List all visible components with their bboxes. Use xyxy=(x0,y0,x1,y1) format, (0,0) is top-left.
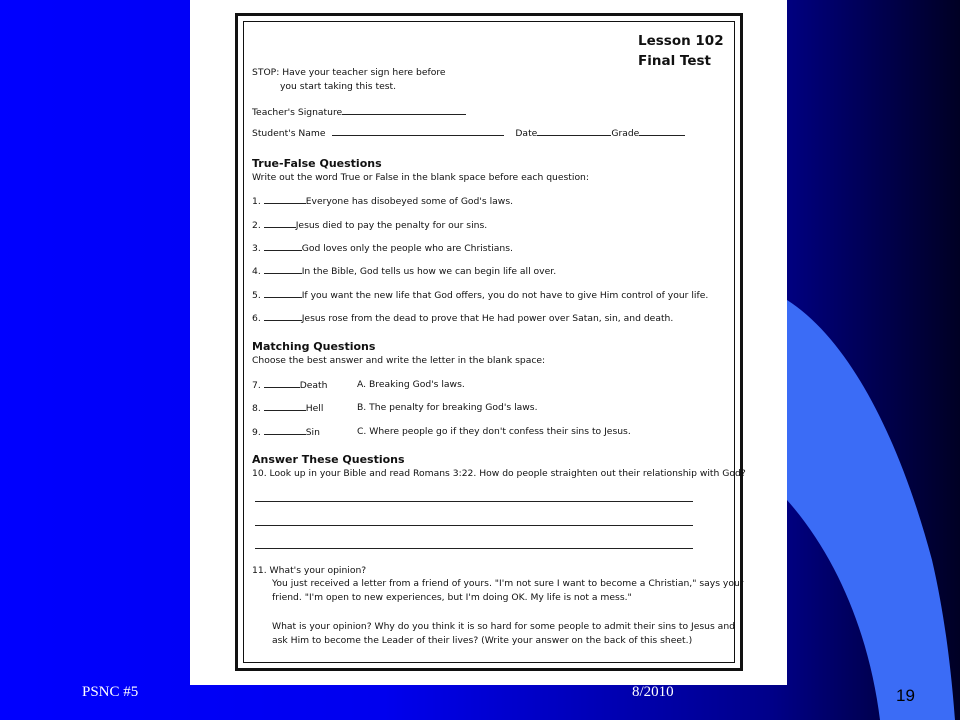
match-term: Sin xyxy=(305,427,320,438)
tf-question xyxy=(252,195,513,207)
slide-number: 19 xyxy=(896,686,915,705)
tf-text: Jesus died to pay the penalty for our sins. xyxy=(295,220,488,231)
tf-question xyxy=(252,312,673,324)
teacher-signature-text: Teacher's Signature xyxy=(252,107,343,118)
tf-question xyxy=(252,289,708,301)
footer-date: 8/2010 xyxy=(632,684,674,700)
tf-number: 6. xyxy=(252,313,261,324)
date-blank[interactable] xyxy=(537,127,611,136)
question-11-prompt-cont: ask Him to become the Leader of their lives? (Write your answer on the back of this sheet.) xyxy=(272,635,693,646)
match-answer-blank[interactable] xyxy=(264,379,300,388)
teacher-signature-label xyxy=(252,106,466,118)
student-name-label: Student's Name xyxy=(252,128,326,139)
tf-number: 2. xyxy=(252,220,261,231)
question-11-prompt: What is your opinion? Why do you think it is so hard for some people to admit their sins to Jesus and xyxy=(272,621,735,632)
swoosh-shape xyxy=(787,300,955,720)
footer-left-text: PSNC #5 xyxy=(82,684,139,700)
student-info-row xyxy=(252,127,685,139)
tf-answer-blank[interactable] xyxy=(264,195,306,204)
tf-answer-blank[interactable] xyxy=(264,219,296,228)
matching-answer: A. Breaking God's laws. xyxy=(357,379,465,390)
match-number: 9. xyxy=(252,427,261,438)
answer-line-1[interactable] xyxy=(255,501,693,502)
tf-text: Jesus rose from the dead to prove that He had power over Satan, sin, and death. xyxy=(301,313,674,324)
match-answer-blank[interactable] xyxy=(264,426,306,435)
match-answer-blank[interactable] xyxy=(264,402,306,411)
grade-blank[interactable] xyxy=(639,127,685,136)
match-term: Hell xyxy=(305,403,324,414)
tf-question xyxy=(252,219,487,231)
worksheet-page xyxy=(190,0,787,685)
date-label: Date xyxy=(515,128,538,139)
test-title: Final Test xyxy=(638,53,711,69)
matching-question xyxy=(252,426,320,438)
stop-instruction: STOP: Have your teacher sign here before xyxy=(252,67,446,78)
tf-answer-blank[interactable] xyxy=(264,265,302,274)
match-number: 8. xyxy=(252,403,261,414)
lesson-number: Lesson 102 xyxy=(638,33,724,49)
answer-line-3[interactable] xyxy=(255,548,693,549)
matching-answer: C. Where people go if they don't confess their sins to Jesus. xyxy=(357,426,631,437)
matching-answer: B. The penalty for breaking God's laws. xyxy=(357,402,538,413)
tf-answer-blank[interactable] xyxy=(264,289,302,298)
teacher-signature-blank[interactable] xyxy=(342,106,466,115)
tf-text: Everyone has disobeyed some of God's laws. xyxy=(305,196,514,207)
student-name-blank[interactable] xyxy=(332,127,504,136)
answer-questions-heading: Answer These Questions xyxy=(252,453,405,466)
tf-number: 1. xyxy=(252,196,261,207)
tf-number: 4. xyxy=(252,266,261,277)
tf-answer-blank[interactable] xyxy=(264,312,302,321)
question-11-scenario: You just received a letter from a friend of yours. "I'm not sure I want to become a Christian," says your xyxy=(272,578,744,589)
tf-question xyxy=(252,265,556,277)
stop-instruction-cont: you start taking this test. xyxy=(280,81,397,92)
question-11-scenario-cont: friend. "I'm open to new experiences, but I'm doing OK. My life is not a mess." xyxy=(272,592,632,603)
tf-question xyxy=(252,242,513,254)
question-10: 10. Look up in your Bible and read Romans 3:22. How do people straighten out their relationship with God? xyxy=(252,468,746,479)
tf-answer-blank[interactable] xyxy=(264,242,302,251)
match-term: Death xyxy=(299,380,328,391)
grade-label: Grade xyxy=(611,128,640,139)
tf-text: God loves only the people who are Christians. xyxy=(301,243,513,254)
matching-heading: Matching Questions xyxy=(252,340,376,353)
tf-number: 3. xyxy=(252,243,261,254)
true-false-instructions: Write out the word True or False in the blank space before each question: xyxy=(252,172,589,183)
tf-text: In the Bible, God tells us how we can begin life all over. xyxy=(301,266,557,277)
true-false-heading: True-False Questions xyxy=(252,157,382,170)
tf-text: If you want the new life that God offers, you do not have to give Him control of your life. xyxy=(301,290,709,301)
matching-question xyxy=(252,402,323,414)
matching-question xyxy=(252,379,328,391)
match-number: 7. xyxy=(252,380,261,391)
matching-instructions: Choose the best answer and write the letter in the blank space: xyxy=(252,355,546,366)
tf-number: 5. xyxy=(252,290,261,301)
answer-line-2[interactable] xyxy=(255,525,693,526)
question-11-title: 11. What's your opinion? xyxy=(252,565,367,576)
